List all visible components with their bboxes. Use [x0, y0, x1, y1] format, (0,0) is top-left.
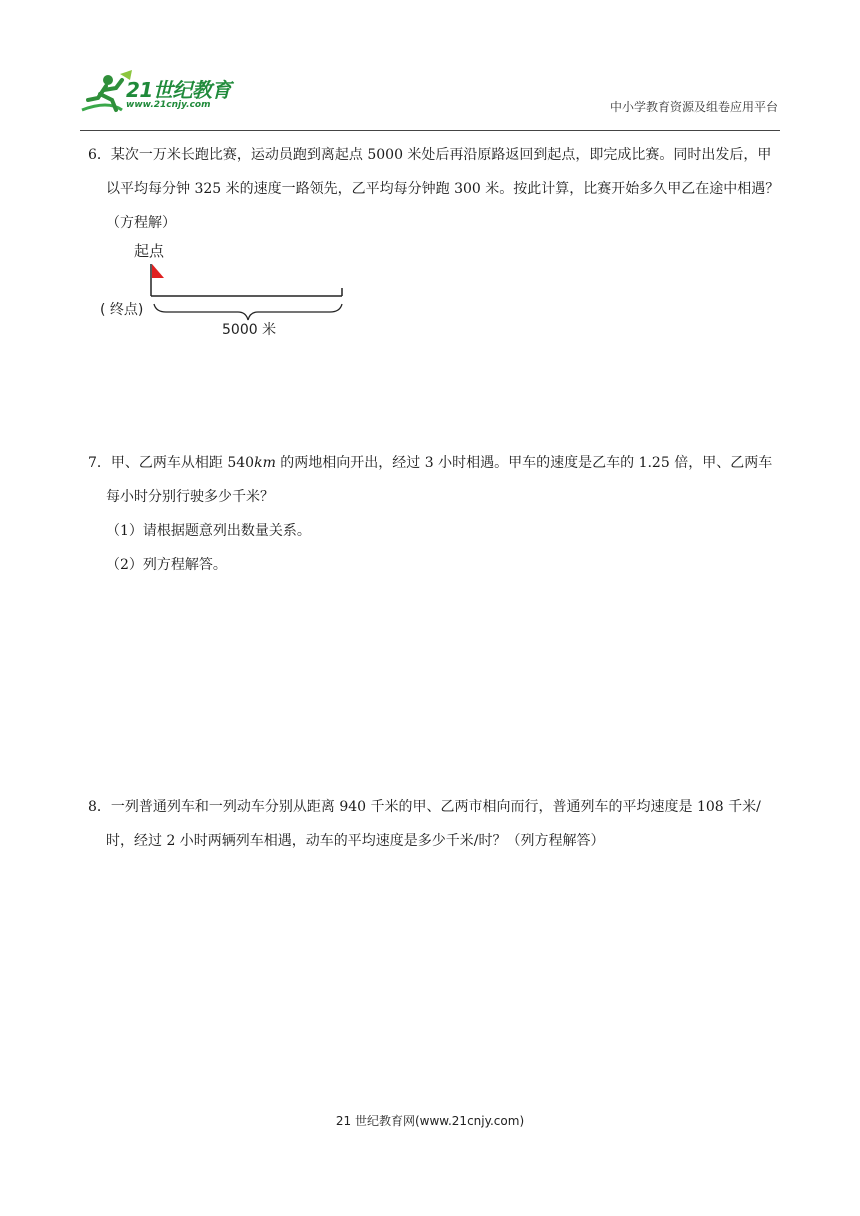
question-7-text-part2: 的两地相向开出，经过 3 小时相遇。甲车的速度是乙车的 1.25 倍，甲、乙两车每小时分别行驶多少千米？	[106, 455, 773, 505]
page-footer: 21 世纪教育网(www.21cnjy.com)	[335, 1114, 525, 1128]
question-7-text	[88, 446, 780, 514]
question-7-sub-2: （2）列方程解答。	[106, 557, 227, 573]
race-diagram	[100, 238, 350, 342]
end-label: ( 终点)	[100, 302, 144, 318]
start-label: 起点	[134, 242, 165, 260]
question-7	[88, 446, 780, 582]
question-7-text-part1: 7．甲、乙两车从相距 540	[88, 455, 255, 471]
header-tagline: 中小学教育资源及组卷应用平台	[609, 100, 778, 114]
logo-url: www.21cnjy.com	[126, 100, 211, 110]
start-flag-icon	[152, 264, 164, 278]
question-8-text: 8．一列普通列车和一列动车分别从距离 940 千米的甲、乙两市相向而行，普通列车的平均速度是 108 千米/时，经过 2 小时两辆列车相遇，动车的平均速度是多少千米/时？（列方程解答）	[88, 799, 761, 849]
distance-label: 5000 米	[222, 322, 277, 338]
question-7-sub-1: （1）请根据题意列出数量关系。	[106, 523, 311, 539]
distance-brace	[154, 304, 342, 320]
header-divider	[80, 130, 780, 131]
question-6-text: 6．某次一万米长跑比赛，运动员跑到离起点 5000 米处后再沿原路返回到起点，即完成比赛。同时出发后，甲以平均每分钟 325 米的速度一路领先，乙平均每分钟跑 300 米。按此计算，比赛开始多久甲乙在途中相遇？（方程解）	[88, 147, 780, 231]
question-6	[88, 138, 780, 240]
unit-km: km	[254, 455, 276, 471]
question-8	[88, 790, 780, 858]
logo-text: 21世纪教育	[126, 78, 231, 102]
